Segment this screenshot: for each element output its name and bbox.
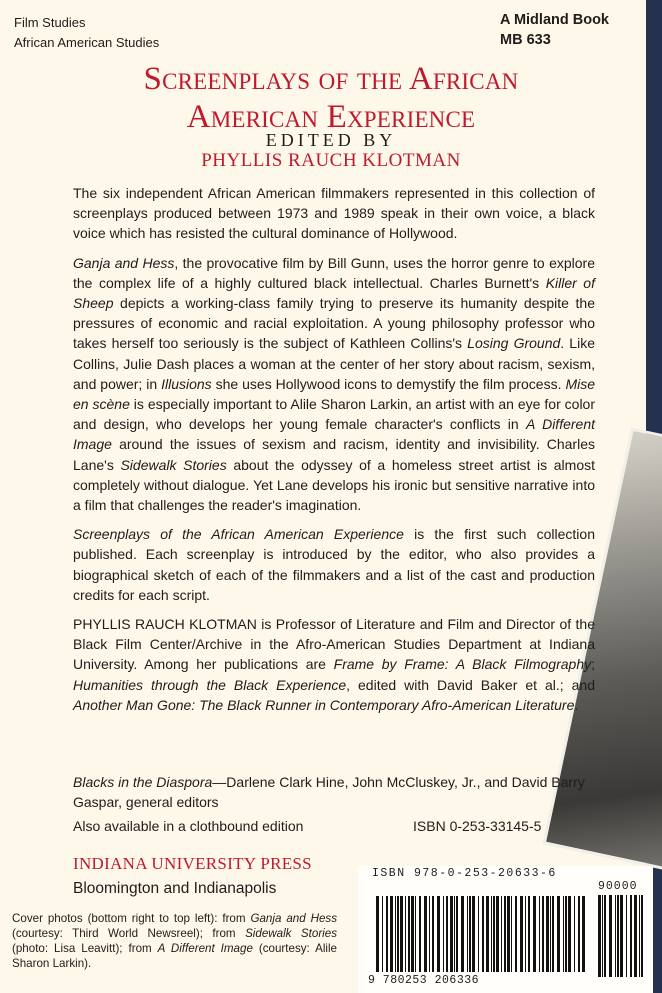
barcode-bar bbox=[443, 896, 444, 972]
barcode-addon-number: 90000 bbox=[598, 880, 638, 893]
series-name: Blacks in the Diaspora bbox=[73, 774, 213, 790]
barcode-bar bbox=[432, 896, 434, 972]
barcode-bar bbox=[493, 896, 495, 972]
barcode-bar bbox=[515, 896, 517, 972]
cover-photo-credits: Cover photos (bottom right to top left): from Ganja and Hess (courtesy: Third World Newsreel); from Sidewalk Stories (photo: Lisa Leavitt); from A Different Image (courtesy: Alile Sharon Larkin). bbox=[12, 912, 338, 970]
barcode-bar bbox=[496, 896, 499, 972]
barcode-bar bbox=[641, 895, 643, 977]
barcode-bar bbox=[415, 896, 416, 972]
publisher-name: INDIANA UNIVERSITY PRESS bbox=[73, 854, 312, 873]
barcode-bar bbox=[461, 896, 464, 972]
barcode-bar bbox=[504, 896, 506, 972]
barcode-bar bbox=[552, 896, 554, 972]
barcode-bar bbox=[617, 895, 619, 977]
barcode-addon-bars bbox=[598, 895, 646, 977]
barcode-bar bbox=[382, 896, 383, 972]
blurb-paragraph-3: Screenplays of the African American Experience is the first such collection published. Each screenplay is introduced by the editor, who also provides a biographical sketch of each of the filmmakers and a list of the cast and production credits for each script. bbox=[73, 526, 595, 603]
barcode-bar bbox=[546, 896, 549, 972]
barcode-bars bbox=[376, 896, 586, 972]
barcode-bar bbox=[376, 896, 379, 972]
barcode-bar bbox=[582, 896, 585, 972]
isbn-10: ISBN 0-253-33145-5 bbox=[413, 818, 542, 834]
book-title-line2: American Experience bbox=[186, 99, 476, 135]
barcode-bar bbox=[507, 896, 510, 972]
barcode-bar bbox=[550, 896, 551, 972]
editor-name: PHYLLIS RAUCH KLOTMAN bbox=[201, 150, 461, 171]
barcode-bar bbox=[467, 896, 468, 972]
barcode-bar bbox=[533, 896, 536, 972]
barcode-bar bbox=[405, 896, 406, 972]
barcode-bar bbox=[390, 896, 393, 972]
barcode-bar bbox=[491, 896, 492, 972]
barcode-bar bbox=[542, 896, 544, 972]
barcode-bar bbox=[574, 896, 575, 972]
blurb-paragraph-1: The six independent African American filmmakers represented in this collection of screenplays produced between 1973 and 1989 speak in their own voice, a black voice which has resisted the cultural dominance of Hollywood. bbox=[73, 185, 595, 242]
barcode-bar bbox=[634, 895, 637, 977]
series-credit bbox=[73, 772, 595, 812]
barcode-number: 9 780253 206336 bbox=[368, 974, 480, 987]
barcode-bar bbox=[478, 896, 479, 972]
author-bio: PHYLLIS RAUCH KLOTMAN is Professor of Literature and Film and Director of the Black Film Center/Archive in the Afro-American Studies Department at Indiana University. Among her publications are Frame by Frame: A Black Filmography; Humanities through the Black Experience, edited with David Baker et al.; and Another Man Gone: The Black Runner in Contemporary Afro-American Literature. bbox=[73, 616, 595, 713]
barcode-bar bbox=[482, 896, 484, 972]
barcode-bar bbox=[609, 895, 612, 977]
barcode-bar bbox=[568, 896, 571, 972]
barcode-bar bbox=[456, 896, 458, 972]
barcode-bar bbox=[419, 896, 421, 972]
barcode-bar bbox=[397, 896, 399, 972]
barcode-bar bbox=[639, 895, 640, 977]
imprint-label bbox=[500, 10, 609, 50]
barcode-bar bbox=[411, 896, 414, 972]
barcode-bar bbox=[557, 896, 560, 972]
book-title bbox=[0, 60, 662, 136]
barcode-bar bbox=[520, 896, 523, 972]
imprint-name: A Midland Book bbox=[499, 12, 609, 28]
barcode-bar bbox=[501, 896, 502, 972]
barcode-bar bbox=[539, 896, 540, 972]
barcode-bar bbox=[437, 896, 440, 972]
series-editors: —Darlene Clark Hine, John McCluskey, Jr., and David Barry Gaspar, general editors bbox=[73, 774, 585, 811]
barcode-bar bbox=[386, 896, 388, 972]
barcode-bar bbox=[454, 896, 455, 972]
barcode-bar bbox=[578, 896, 580, 972]
book-title-line1: Screenplays of the African bbox=[143, 61, 519, 97]
barcode-bar bbox=[630, 895, 632, 977]
barcode-bar bbox=[486, 896, 489, 972]
barcode-bar bbox=[604, 895, 606, 977]
category-african-american-studies: African American Studies bbox=[14, 35, 160, 50]
barcode-bar bbox=[408, 896, 410, 972]
barcode-bar bbox=[620, 895, 623, 977]
barcode-bar bbox=[615, 895, 616, 977]
barcode-bar bbox=[525, 896, 526, 972]
barcode-bar bbox=[469, 896, 471, 972]
barcode-bar bbox=[528, 896, 530, 972]
blurb-paragraph-2: Ganja and Hess, the provocative film by Bill Gunn, uses the horror genre to explore the complex life of a highly cultured black intellectual. Charles Burnett's Killer of Sheep depicts a working-class family trying to preserve its humanity despite the pressures of economic and racial exploitation. A young philosophy professor who takes herself too seriously is the subject of Kathleen Collins's Losing Ground. Like Collins, Julie Dash places a woman at the center of her story about racism, sexism, and power; in Illusions she uses Hollywood icons to demystify the film process. Mise en scène is especially important to Alile Sharon Larkin, an artist with an eye for color and design, who develops her young female character's conflicts in A Different Image around the issues of sexism and racism, identity and invisibility. Charles Lane's Sidewalk Stories about the odyssey of a homeless street artist is almost completely without dialogue. Yet Lane develops his ironic but sensitive narrative into a film that challenges the reader's imagination. bbox=[73, 254, 596, 514]
edited-by-label: EDITED BY bbox=[265, 130, 397, 150]
blurb-text bbox=[73, 183, 595, 724]
barcode-bar bbox=[429, 896, 430, 972]
category-film-studies: Film Studies bbox=[14, 15, 86, 30]
barcode-bar bbox=[446, 896, 448, 972]
barcode-bar bbox=[626, 895, 627, 977]
publisher-city: Bloomington and Indianapolis bbox=[73, 880, 277, 897]
clothbound-note: Also available in a clothbound edition bbox=[73, 818, 304, 834]
barcode-bar bbox=[472, 896, 475, 972]
barcode-bar bbox=[395, 896, 396, 972]
barcode-bar bbox=[511, 896, 512, 972]
barcode-bar bbox=[565, 896, 567, 972]
barcode-bar bbox=[400, 896, 403, 972]
barcode-isbn13: ISBN 978-0-253-20633-6 bbox=[372, 867, 557, 880]
category-labels bbox=[14, 13, 159, 53]
barcode-bar bbox=[424, 896, 427, 972]
imprint-code: MB 633 bbox=[499, 32, 551, 48]
barcode-bar bbox=[598, 895, 601, 977]
barcode-bar bbox=[450, 896, 453, 972]
barcode-bar bbox=[602, 895, 603, 977]
barcode-bar bbox=[563, 896, 564, 972]
